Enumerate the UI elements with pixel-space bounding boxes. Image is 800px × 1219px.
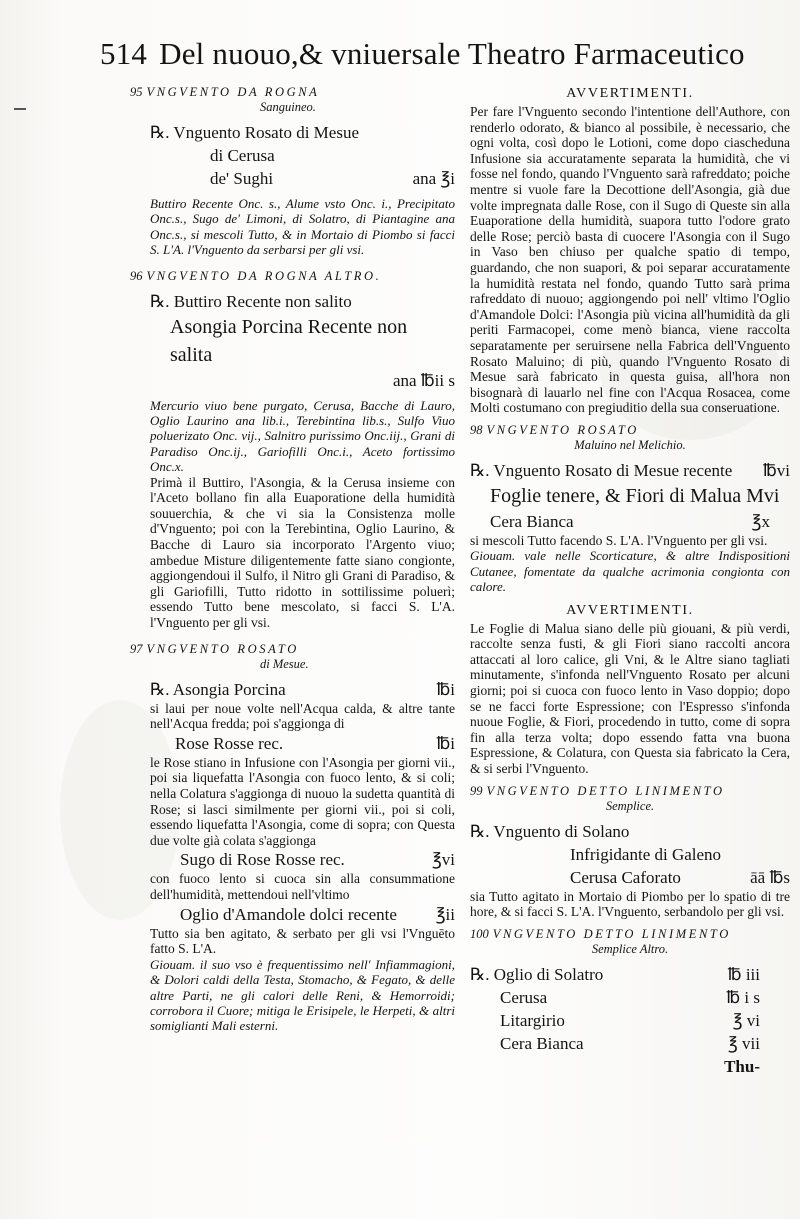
recipe-line: di Cerusa xyxy=(210,146,275,165)
recipe-line: ℞. Vnguento Rosato di Mesue recente ℔vi xyxy=(470,460,790,480)
recipe-line: Cera Bianca ℥ vii xyxy=(500,1033,760,1053)
section-heading: 96 VNGVENTO DA ROGNA ALTRO. xyxy=(130,268,382,283)
recipe-line: Rose Rosse rec. ℔i xyxy=(175,733,455,753)
running-title: Del nuouo,& vniuersale Theatro Farmaceutico xyxy=(159,36,745,71)
recipe-line: de' Sughi ana ℥i xyxy=(210,169,455,188)
recipe-line: Cerusa ℔ i s xyxy=(500,987,760,1007)
recipe-line: ℞. Vnguento Rosato di Mesue xyxy=(150,123,359,142)
advisory-heading: AVVERTIMENTI. xyxy=(566,86,694,101)
advisory-text: Le Foglie di Malua siano delle più giouani, & più verdi, raccolte senza fusti, & gli Fiori siano raccolti ancora attaccati al loro calice, gli Vni, & le Altre siano tagliati minutamente, s'infonda nell'Vnguento Rosato per alcuni giorni; poi si cuoca con fuoco lento in Vaso doppio; dopo se ne facci forte Espressione; con l'Espresso s'infonda nuoue Foglie, & Fiori, procedendo in tutto, come di sopra fin alla terza volta; dopo essendo fatta vna buona Espressione, & Colatura, con Questa sia fabricato la Cera, & si serbi l'Vnguento. xyxy=(470,620,790,777)
running-head xyxy=(100,34,790,74)
recipe-text: le Rose stiano in Infusione con l'Asongia per giorni vii., poi sia liquefatta l'Asongia con fuoco lento, & si coli; nella Colatura s'aggionga di nuouo la sudetta quantità di Rose; si lasci similmente per giorni vii., poi si coli, essendo liquefatta l'Asongia, come di sopra; con Questa due volte già colata s'aggionga xyxy=(150,754,455,848)
recipe-line: ℞. Asongia Porcina ℔i xyxy=(150,679,455,699)
right-column xyxy=(470,84,790,1078)
catchword: Thu- xyxy=(724,1056,760,1076)
section-subheading: Sanguineo. xyxy=(260,100,316,114)
recipe-text: Buttiro Recente Onc. s., Alume vsto Onc. i., Precipitato Onc.s., Sugo de' Limoni, di Solatro, di Piantagine ana Onc.s., si mescoli Tutto, & in Mortaio di Piombo si facci S. L'A. l'Vnguento da serbarsi per gli vsi. xyxy=(150,196,455,258)
section-heading: 98 VNGVENTO ROSATO xyxy=(470,422,639,437)
recipe-line: Asongia Porcina Recente non salita xyxy=(170,315,408,366)
recipe-line: Sugo di Rose Rosse rec. ℥vi xyxy=(180,850,455,870)
usage-note: Giouam. vale nelle Scorticature, & altre Indispositioni Cutanee, fomentate da qualche acrimonia congionta con calore. xyxy=(470,548,790,595)
recipe-line: Infrigidante di Galeno xyxy=(570,844,722,864)
page-number: 514 xyxy=(100,36,148,71)
recipe-line: Foglie tenere, & Fiori di Malua Mvi xyxy=(490,484,780,507)
recipe-line: ℞. Vnguento di Solano xyxy=(470,821,630,841)
section-subheading: di Mesue. xyxy=(260,656,309,671)
advisory-heading: AVVERTIMENTI. xyxy=(566,602,694,618)
recipe-line: Oglio d'Amandole dolci recente ℥ii xyxy=(180,904,455,924)
recipe-text: si mescoli Tutto facendo S. L'A. l'Vnguento per gli vsi. xyxy=(470,532,768,548)
section-heading: 100 VNGVENTO DETTO LINIMENTO xyxy=(470,926,731,941)
section-subheading: Maluino nel Melichio. xyxy=(574,437,686,452)
recipe-quantity: ana ℔ii s xyxy=(392,370,455,390)
recipe-line: ℞. Buttiro Recente non salito xyxy=(150,291,352,311)
recipe-text: Primà il Buttiro, l'Asongia, & la Cerusa insieme con l'Aceto bollano fin alla Euaporatione della humidità souuerchia, & che vi sia la Consistenza molle d'Vnguento; poi con la Terebintina, Oglio Laurino, & Bacche di Lauro sia incorporato l'Argento viuo; ambedue Misture diligentemente fatte siano congionte, aggiongendoui il Sulfo, il Nitro gli Grani di Paradiso, & gli Gariofilli, Tutto ridotto in sottilissime poluerì; essendo Tutto bene mescolato, si facci S. L'A. l'Vnguento per gli vsi. xyxy=(150,474,455,630)
left-column xyxy=(130,84,455,1034)
section-subheading: Semplice Altro. xyxy=(591,941,669,956)
recipe-line: ℞. Oglio di Solatro ℔ iii xyxy=(470,964,760,984)
recipe-text: Tutto sia ben agitato, & serbato per gli vsi l'Vnguēto fatto S. L'A. xyxy=(150,925,455,957)
advisory-text: Per fare l'Vnguento secondo l'intentione dell'Authore, con renderlo odorato, & bianco al possibile, è necessario, che ogni volta, così dopo le Lotioni, come dopo ciascheduna Infusione sia accuratamente separata la humidità, che vi fosse nel fondo, quando l'Vnguento sarà rafreddato; poiche mentre si vuole fare la Decottione dell'Asongia, già due volte impregnata dalle Rose, con il Sugo di Queste sin alla Euaporatione della humidità, suapora tutto l'odore grato delle Rose; perciò basta di cuocere l'Asongia con il Sugo in Vaso ben chiuso per qualche spatio di tempo, guardando, che non suapori, & poi separar accuratamente la humidità restata nel fondo, quando Tutto sarà prima rafreddato di nuouo; aggiongendo poi nell' vltimo l'Oglio d'Amandole Dolci: l'Asongia più vicina all'humidità da gli periti Farmacopei, come menò bianca, viene raccolta separatamente per seruirsene nella Fabrica dell'Vnguento Rosato Maluino; di più, quando l'Vnguento Rosato di Mesue sarà fabricato in questa guisa, all'hora non bisognarà di lauarlo nel fine con l'Acqua Rosacea, come Molti costumano con pregiuditio della sua conseruatione. xyxy=(470,104,790,416)
recipe-line: Cerusa Caforato āā ℔s xyxy=(570,867,790,887)
section-heading: 99 VNGVENTO DETTO LINIMENTO xyxy=(470,783,725,798)
section-heading: 95 VNGVENTO DA ROGNA xyxy=(130,85,320,99)
recipe-line: Cera Bianca ℥x xyxy=(490,511,770,531)
recipe-text: con fuoco lento si cuoca sin alla consummatione dell'humidità, mettendoui nell'vltimo xyxy=(150,871,455,902)
recipe-line: Litargirio ℥ vi xyxy=(500,1010,760,1030)
usage-note: Giouam. il suo vso è frequentissimo nell' Infiammagioni, & Dolori caldi della Testa, Stomacho, & Fegato, & delle altre Parti, ne gli calori delle Reni, & Hemorroidi; corrobora il Cuore; mitiga le Erisipele, le Herpeti, & altri somiglianti Mali esterni. xyxy=(150,956,455,1034)
ingredients-text: Mercurio viuo bene purgato, Cerusa, Bacche di Lauro, Oglio Laurino ana lib.i., Terebintina lib.s., Sulfo Viuo poluerizato Onc. vij., Salnitro purissimo Onc.iij., Grani di Paradiso Onc.ij., Gariofilli Onc.i., Aceto fortissimo Onc.x. xyxy=(150,397,455,475)
section-subheading: Semplice. xyxy=(605,798,655,813)
section-heading: 97 VNGVENTO ROSATO xyxy=(130,641,299,656)
recipe-text: si laui per noue volte nell'Acqua calda, & altre tante nell'Acqua fredda; poi s'aggionga di xyxy=(150,700,455,732)
margin-mark xyxy=(14,108,26,110)
recipe-text: sia Tutto agitato in Mortaio di Piombo per lo spatio di tre hore, & si facci S. L'A. l'Vnguento, serbandolo per gli vsi. xyxy=(470,888,790,920)
